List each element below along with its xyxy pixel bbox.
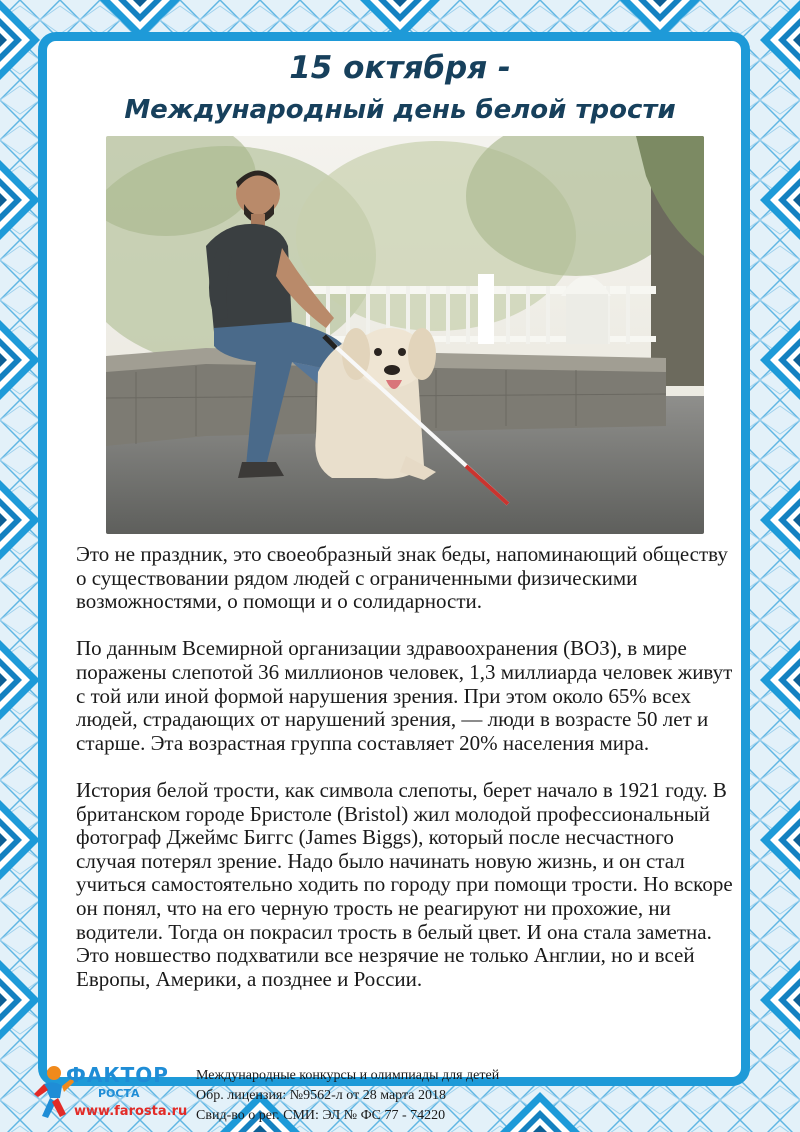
faktor-rosta-logo[interactable] (30, 1060, 200, 1126)
title-date: 15 октября - (289, 50, 511, 86)
footer-line-contests: Международные конкурсы и олимпиады для детей (196, 1068, 500, 1083)
logo-sub-text: РОСТА (98, 1087, 140, 1100)
title-holiday-name: Международный день белой трости (124, 95, 676, 125)
paragraph-who-statistics: По данным Всемирной организации здравоохранения (ВОЗ), в мире поражены слепотой 36 миллионов человек, 1,3 миллиарда человек живут с той или иной формой нарушения зрения. При этом около 65% всех людей, страдающих от нарушений зрения, — люди в возрасте 50 лет и старше. Эта возрастная группа составляет 20% населения мира. (76, 636, 733, 755)
footer-line-license: Обр. лицензия: №9562-л от 28 марта 2018 (196, 1088, 446, 1103)
hero-photo (106, 136, 704, 534)
paragraph-intro: Это не праздник, это своеобразный знак беды, напоминающий обществу о существовании рядом людей с ограниченными физическими возможностями, о помощи и о солидарности. (76, 542, 728, 614)
paragraph-cane-history: История белой трости, как символа слепоты, берет начало в 1921 году. В британском городе Бристоле (Bristol) жил молодой профессиональный фотограф Джеймс Биггс (James Biggs), который после несчастного случая потерял зрение. Надо было начинать новую жизнь, и он стал учиться самостоятельно ходить по городу при помощи трости. Но вскоре он понял, что на его черную трость не реагируют ни прохожие, ни водители. Тогда он покрасил трость в белый цвет. И она стала заметна. Это новшество подхватили все незрячие не только Англии, но и всей Европы, Америки, а позднее и России. (76, 777, 733, 991)
logo-brand-text: ФАКТОР (66, 1063, 169, 1087)
photo-man-guide-dog-white-cane (106, 136, 704, 534)
footer-line-registration: Свид-во о рег. СМИ: ЭЛ № ФС 77 - 74220 (196, 1108, 446, 1123)
article-body (76, 543, 736, 991)
footer-info (196, 1066, 499, 1126)
logo-url-link[interactable]: www.farosta.ru (74, 1104, 188, 1119)
